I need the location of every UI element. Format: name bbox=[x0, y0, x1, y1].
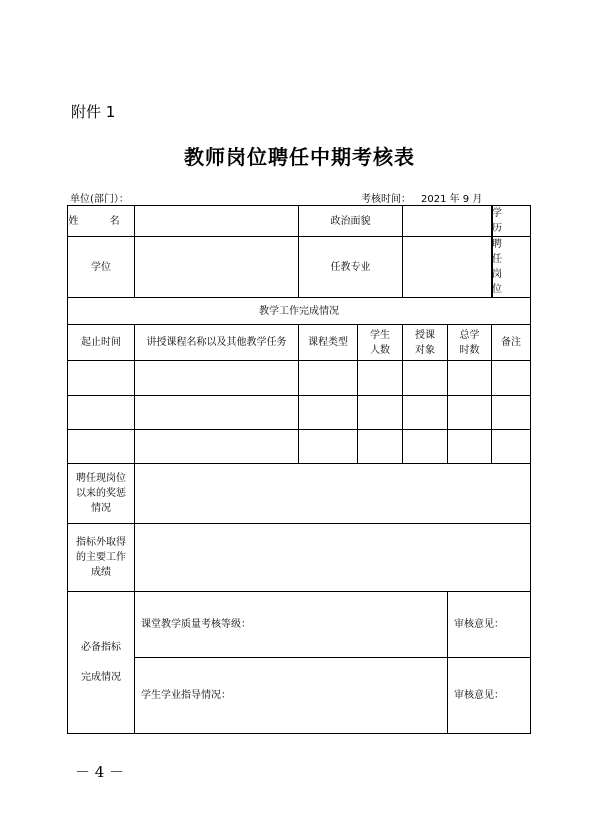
teaching-quality-field[interactable]: 课堂教学质量考核等级： bbox=[135, 592, 448, 658]
page-number: － 4 － bbox=[75, 763, 125, 781]
subject-label: 任教专业 bbox=[299, 237, 403, 298]
page-title: 教师岗位聘任中期考核表 bbox=[184, 145, 415, 169]
table-row bbox=[68, 396, 531, 430]
required-label: 必备指标 完成情况 bbox=[68, 592, 135, 734]
target-header: 授课 对象 bbox=[403, 325, 448, 361]
time-value: 2021 年 9 月 bbox=[421, 194, 483, 205]
degree-label: 学位 bbox=[68, 237, 135, 298]
hours-header: 总学 时数 bbox=[448, 325, 492, 361]
name-label: 姓 名 bbox=[68, 206, 135, 237]
table-row bbox=[68, 361, 531, 396]
position-label: 聘任岗位 bbox=[492, 237, 493, 298]
teaching-section-header: 教学工作完成情况 bbox=[68, 298, 531, 325]
notes-header: 备注 bbox=[492, 325, 531, 361]
awards-value[interactable] bbox=[135, 464, 531, 524]
degree-value[interactable] bbox=[135, 237, 299, 298]
awards-label: 聘任现岗位 以来的奖惩 情况 bbox=[68, 464, 135, 524]
education-label: 学历 bbox=[492, 206, 493, 237]
time-label: 考核时间： bbox=[361, 194, 411, 205]
achievements-label: 指标外取得 的主要工作 成绩 bbox=[68, 524, 135, 592]
name-value[interactable] bbox=[135, 206, 299, 237]
review-opinion-2[interactable]: 审核意见： bbox=[448, 658, 531, 734]
politics-label: 政治面貌 bbox=[299, 206, 403, 237]
unit-label: 单位(部门）： bbox=[70, 194, 129, 205]
course-type-header: 课程类型 bbox=[299, 325, 358, 361]
table-row bbox=[68, 430, 531, 464]
subject-value[interactable] bbox=[403, 237, 492, 298]
achievements-value[interactable] bbox=[135, 524, 531, 592]
period-header: 起止时间 bbox=[68, 325, 135, 361]
assessment-form-table bbox=[67, 205, 531, 734]
students-header: 学生 人数 bbox=[358, 325, 403, 361]
politics-value[interactable] bbox=[403, 206, 492, 237]
student-guidance-field[interactable]: 学生学业指导情况： bbox=[135, 658, 448, 734]
assessment-time bbox=[361, 190, 482, 205]
courses-header: 讲授课程名称以及其他教学任务 bbox=[135, 325, 299, 361]
review-opinion-1[interactable]: 审核意见： bbox=[448, 592, 531, 658]
attachment-label: 附件 1 bbox=[71, 103, 116, 121]
